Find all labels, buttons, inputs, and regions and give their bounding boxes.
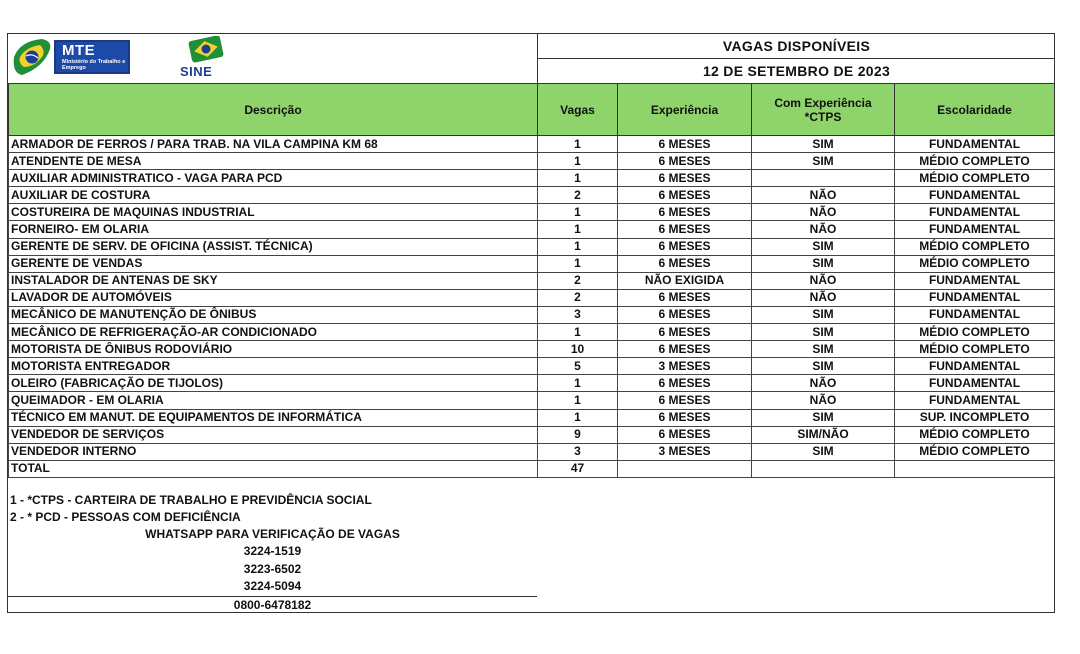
- cell-descricao: MECÂNICO DE MANUTENÇÃO DE ÔNIBUS: [9, 306, 538, 323]
- toll-free-number: 0800-6478182: [8, 596, 537, 613]
- cell-descricao: ARMADOR DE FERROS / PARA TRAB. NA VILA CAMPINA KM 68: [9, 136, 538, 153]
- cell-descricao: TÉCNICO EM MANUT. DE EQUIPAMENTOS DE INFORMÁTICA: [9, 409, 538, 426]
- cell-ctps: SIM: [752, 136, 895, 153]
- cell-escolaridade: MÉDIO COMPLETO: [895, 443, 1055, 460]
- mte-logo-box: [54, 40, 130, 74]
- cell-vagas: 1: [538, 324, 618, 341]
- table-row: [9, 187, 1055, 204]
- cell-descricao: COSTUREIRA DE MAQUINAS INDUSTRIAL: [9, 204, 538, 221]
- header-row: [8, 34, 1054, 83]
- cell-experiencia: 6 MESES: [618, 221, 752, 238]
- cell-descricao: MOTORISTA ENTREGADOR: [9, 358, 538, 375]
- cell-experiencia: 6 MESES: [618, 426, 752, 443]
- cell-vagas: 5: [538, 358, 618, 375]
- page-date: 12 DE SETEMBRO DE 2023: [702, 63, 891, 79]
- cell-vagas: 1: [538, 238, 618, 255]
- column-header-escolaridade: Escolaridade: [895, 84, 1055, 136]
- sine-logo-text: SINE: [180, 64, 213, 79]
- cell-vagas: 1: [538, 392, 618, 409]
- sine-flag-icon: [186, 36, 226, 64]
- cell-vagas: 1: [538, 255, 618, 272]
- cell-ctps: SIM: [752, 409, 895, 426]
- cell-experiencia: 6 MESES: [618, 324, 752, 341]
- cell-escolaridade: FUNDAMENTAL: [895, 392, 1055, 409]
- cell-vagas: 2: [538, 187, 618, 204]
- cell-experiencia: 3 MESES: [618, 358, 752, 375]
- sine-logo: [176, 36, 230, 82]
- cell-escolaridade: MÉDIO COMPLETO: [895, 426, 1055, 443]
- cell-ctps: SIM: [752, 306, 895, 323]
- cell-escolaridade: MÉDIO COMPLETO: [895, 238, 1055, 255]
- mte-logo: [12, 37, 130, 77]
- cell-descricao: GERENTE DE VENDAS: [9, 255, 538, 272]
- page-title: VAGAS DISPONÍVEIS: [538, 34, 1055, 59]
- cell-ctps: NÃO: [752, 221, 895, 238]
- mte-logo-text: MTE: [62, 42, 96, 59]
- cell-experiencia: NÃO EXIGIDA: [618, 272, 752, 289]
- cell-descricao: MECÂNICO DE REFRIGERAÇÃO-AR CONDICIONADO: [9, 324, 538, 341]
- table-row: [9, 204, 1055, 221]
- cell-experiencia: 6 MESES: [618, 153, 752, 170]
- cell-escolaridade: MÉDIO COMPLETO: [895, 153, 1055, 170]
- cell-ctps: NÃO: [752, 204, 895, 221]
- cell-escolaridade: MÉDIO COMPLETO: [895, 255, 1055, 272]
- cell-ctps: SIM: [752, 153, 895, 170]
- cell-vagas: 1: [538, 170, 618, 187]
- cell-vagas: 10: [538, 341, 618, 358]
- total-label: TOTAL: [9, 460, 538, 477]
- title-area: [537, 34, 1055, 83]
- cell-descricao: AUXILIAR ADMINISTRATICO - VAGA PARA PCD: [9, 170, 538, 187]
- brazil-flag-icon: [12, 37, 54, 77]
- cell-ctps: SIM: [752, 255, 895, 272]
- job-vacancies-sheet: [7, 33, 1055, 613]
- cell-experiencia: 6 MESES: [618, 375, 752, 392]
- table-row: [9, 238, 1055, 255]
- total-row: [9, 460, 1055, 477]
- cell-vagas: 1: [538, 409, 618, 426]
- cell-descricao: OLEIRO (FABRICAÇÃO DE TIJOLOS): [9, 375, 538, 392]
- cell-ctps: NÃO: [752, 289, 895, 306]
- cell-escolaridade: FUNDAMENTAL: [895, 136, 1055, 153]
- cell-descricao: INSTALADOR DE ANTENAS DE SKY: [9, 272, 538, 289]
- table-header-row: [9, 84, 1055, 136]
- cell-vagas: 1: [538, 204, 618, 221]
- table-row: [9, 426, 1055, 443]
- logo-area: [8, 34, 537, 83]
- cell-ctps: NÃO: [752, 375, 895, 392]
- cell-vagas: 1: [538, 153, 618, 170]
- table-row: [9, 358, 1055, 375]
- cell-ctps: SIM/NÃO: [752, 426, 895, 443]
- table-row: [9, 375, 1055, 392]
- cell-descricao: LAVADOR DE AUTOMÓVEIS: [9, 289, 538, 306]
- cell-vagas: 1: [538, 375, 618, 392]
- cell-ctps: SIM: [752, 324, 895, 341]
- table-row: [9, 324, 1055, 341]
- cell-descricao: VENDEDOR INTERNO: [9, 443, 538, 460]
- note-ctps: 1 - *CTPS - CARTEIRA DE TRABALHO E PREVIDÊNCIA SOCIAL: [10, 493, 372, 507]
- vacancies-table: [8, 83, 1055, 478]
- cell-experiencia: 6 MESES: [618, 289, 752, 306]
- total-empty: [895, 460, 1055, 477]
- cell-descricao: QUEIMADOR - EM OLARIA: [9, 392, 538, 409]
- cell-escolaridade: FUNDAMENTAL: [895, 306, 1055, 323]
- cell-descricao: MOTORISTA DE ÔNIBUS RODOVIÁRIO: [9, 341, 538, 358]
- phone-number: 3224-5094: [243, 579, 302, 593]
- cell-vagas: 3: [538, 306, 618, 323]
- cell-vagas: 1: [538, 221, 618, 238]
- cell-experiencia: 6 MESES: [618, 409, 752, 426]
- table-row: [9, 136, 1055, 153]
- table-row: [9, 255, 1055, 272]
- total-vagas: 47: [538, 460, 618, 477]
- cell-escolaridade: FUNDAMENTAL: [895, 204, 1055, 221]
- cell-escolaridade: MÉDIO COMPLETO: [895, 341, 1055, 358]
- cell-ctps: NÃO: [752, 392, 895, 409]
- cell-vagas: 1: [538, 136, 618, 153]
- cell-descricao: ATENDENTE DE MESA: [9, 153, 538, 170]
- table-row: [9, 272, 1055, 289]
- column-header-descricao: Descrição: [9, 84, 538, 136]
- cell-experiencia: 6 MESES: [618, 341, 752, 358]
- cell-experiencia: 3 MESES: [618, 443, 752, 460]
- total-empty: [752, 460, 895, 477]
- cell-vagas: 3: [538, 443, 618, 460]
- cell-ctps: [752, 170, 895, 187]
- cell-escolaridade: FUNDAMENTAL: [895, 289, 1055, 306]
- cell-ctps: SIM: [752, 358, 895, 375]
- cell-vagas: 2: [538, 272, 618, 289]
- cell-experiencia: 6 MESES: [618, 204, 752, 221]
- table-row: [9, 306, 1055, 323]
- cell-ctps: SIM: [752, 443, 895, 460]
- table-row: [9, 289, 1055, 306]
- cell-escolaridade: FUNDAMENTAL: [895, 358, 1055, 375]
- table-row: [9, 170, 1055, 187]
- note-pcd: 2 - * PCD - PESSOAS COM DEFICIÊNCIA: [10, 510, 241, 524]
- cell-escolaridade: FUNDAMENTAL: [895, 221, 1055, 238]
- cell-vagas: 2: [538, 289, 618, 306]
- phone-number: 3223-6502: [243, 561, 302, 576]
- cell-escolaridade: MÉDIO COMPLETO: [895, 170, 1055, 187]
- table-row: [9, 153, 1055, 170]
- cell-descricao: FORNEIRO- EM OLARIA: [9, 221, 538, 238]
- cell-escolaridade: FUNDAMENTAL: [895, 187, 1055, 204]
- cell-experiencia: 6 MESES: [618, 392, 752, 409]
- total-empty: [618, 460, 752, 477]
- cell-escolaridade: MÉDIO COMPLETO: [895, 324, 1055, 341]
- column-header-ctps: Com Experiência *CTPS: [752, 84, 895, 136]
- cell-experiencia: 6 MESES: [618, 255, 752, 272]
- table-row: [9, 221, 1055, 238]
- cell-ctps: NÃO: [752, 272, 895, 289]
- cell-escolaridade: FUNDAMENTAL: [895, 272, 1055, 289]
- table-row: [9, 409, 1055, 426]
- cell-escolaridade: SUP. INCOMPLETO: [895, 409, 1055, 426]
- table-row: [9, 443, 1055, 460]
- cell-experiencia: 6 MESES: [618, 136, 752, 153]
- whatsapp-title: WHATSAPP PARA VERIFICAÇÃO DE VAGAS: [145, 527, 400, 541]
- cell-experiencia: 6 MESES: [618, 238, 752, 255]
- cell-descricao: GERENTE DE SERV. DE OFICINA (ASSIST. TÉCNICA): [9, 238, 538, 255]
- cell-ctps: SIM: [752, 238, 895, 255]
- cell-experiencia: 6 MESES: [618, 306, 752, 323]
- column-header-vagas: Vagas: [538, 84, 618, 136]
- phone-number: 3224-1519: [243, 544, 302, 558]
- mte-logo-subtitle: Ministério do Trabalho e Emprego: [62, 59, 126, 71]
- cell-experiencia: 6 MESES: [618, 187, 752, 204]
- cell-ctps: NÃO: [752, 187, 895, 204]
- cell-experiencia: 6 MESES: [618, 170, 752, 187]
- table-body: [9, 136, 1055, 478]
- cell-vagas: 9: [538, 426, 618, 443]
- cell-ctps: SIM: [752, 341, 895, 358]
- table-row: [9, 341, 1055, 358]
- column-header-experiencia: Experiência: [618, 84, 752, 136]
- cell-escolaridade: FUNDAMENTAL: [895, 375, 1055, 392]
- table-row: [9, 392, 1055, 409]
- cell-descricao: VENDEDOR DE SERVIÇOS: [9, 426, 538, 443]
- notes-section: [8, 492, 537, 598]
- cell-descricao: AUXILIAR DE COSTURA: [9, 187, 538, 204]
